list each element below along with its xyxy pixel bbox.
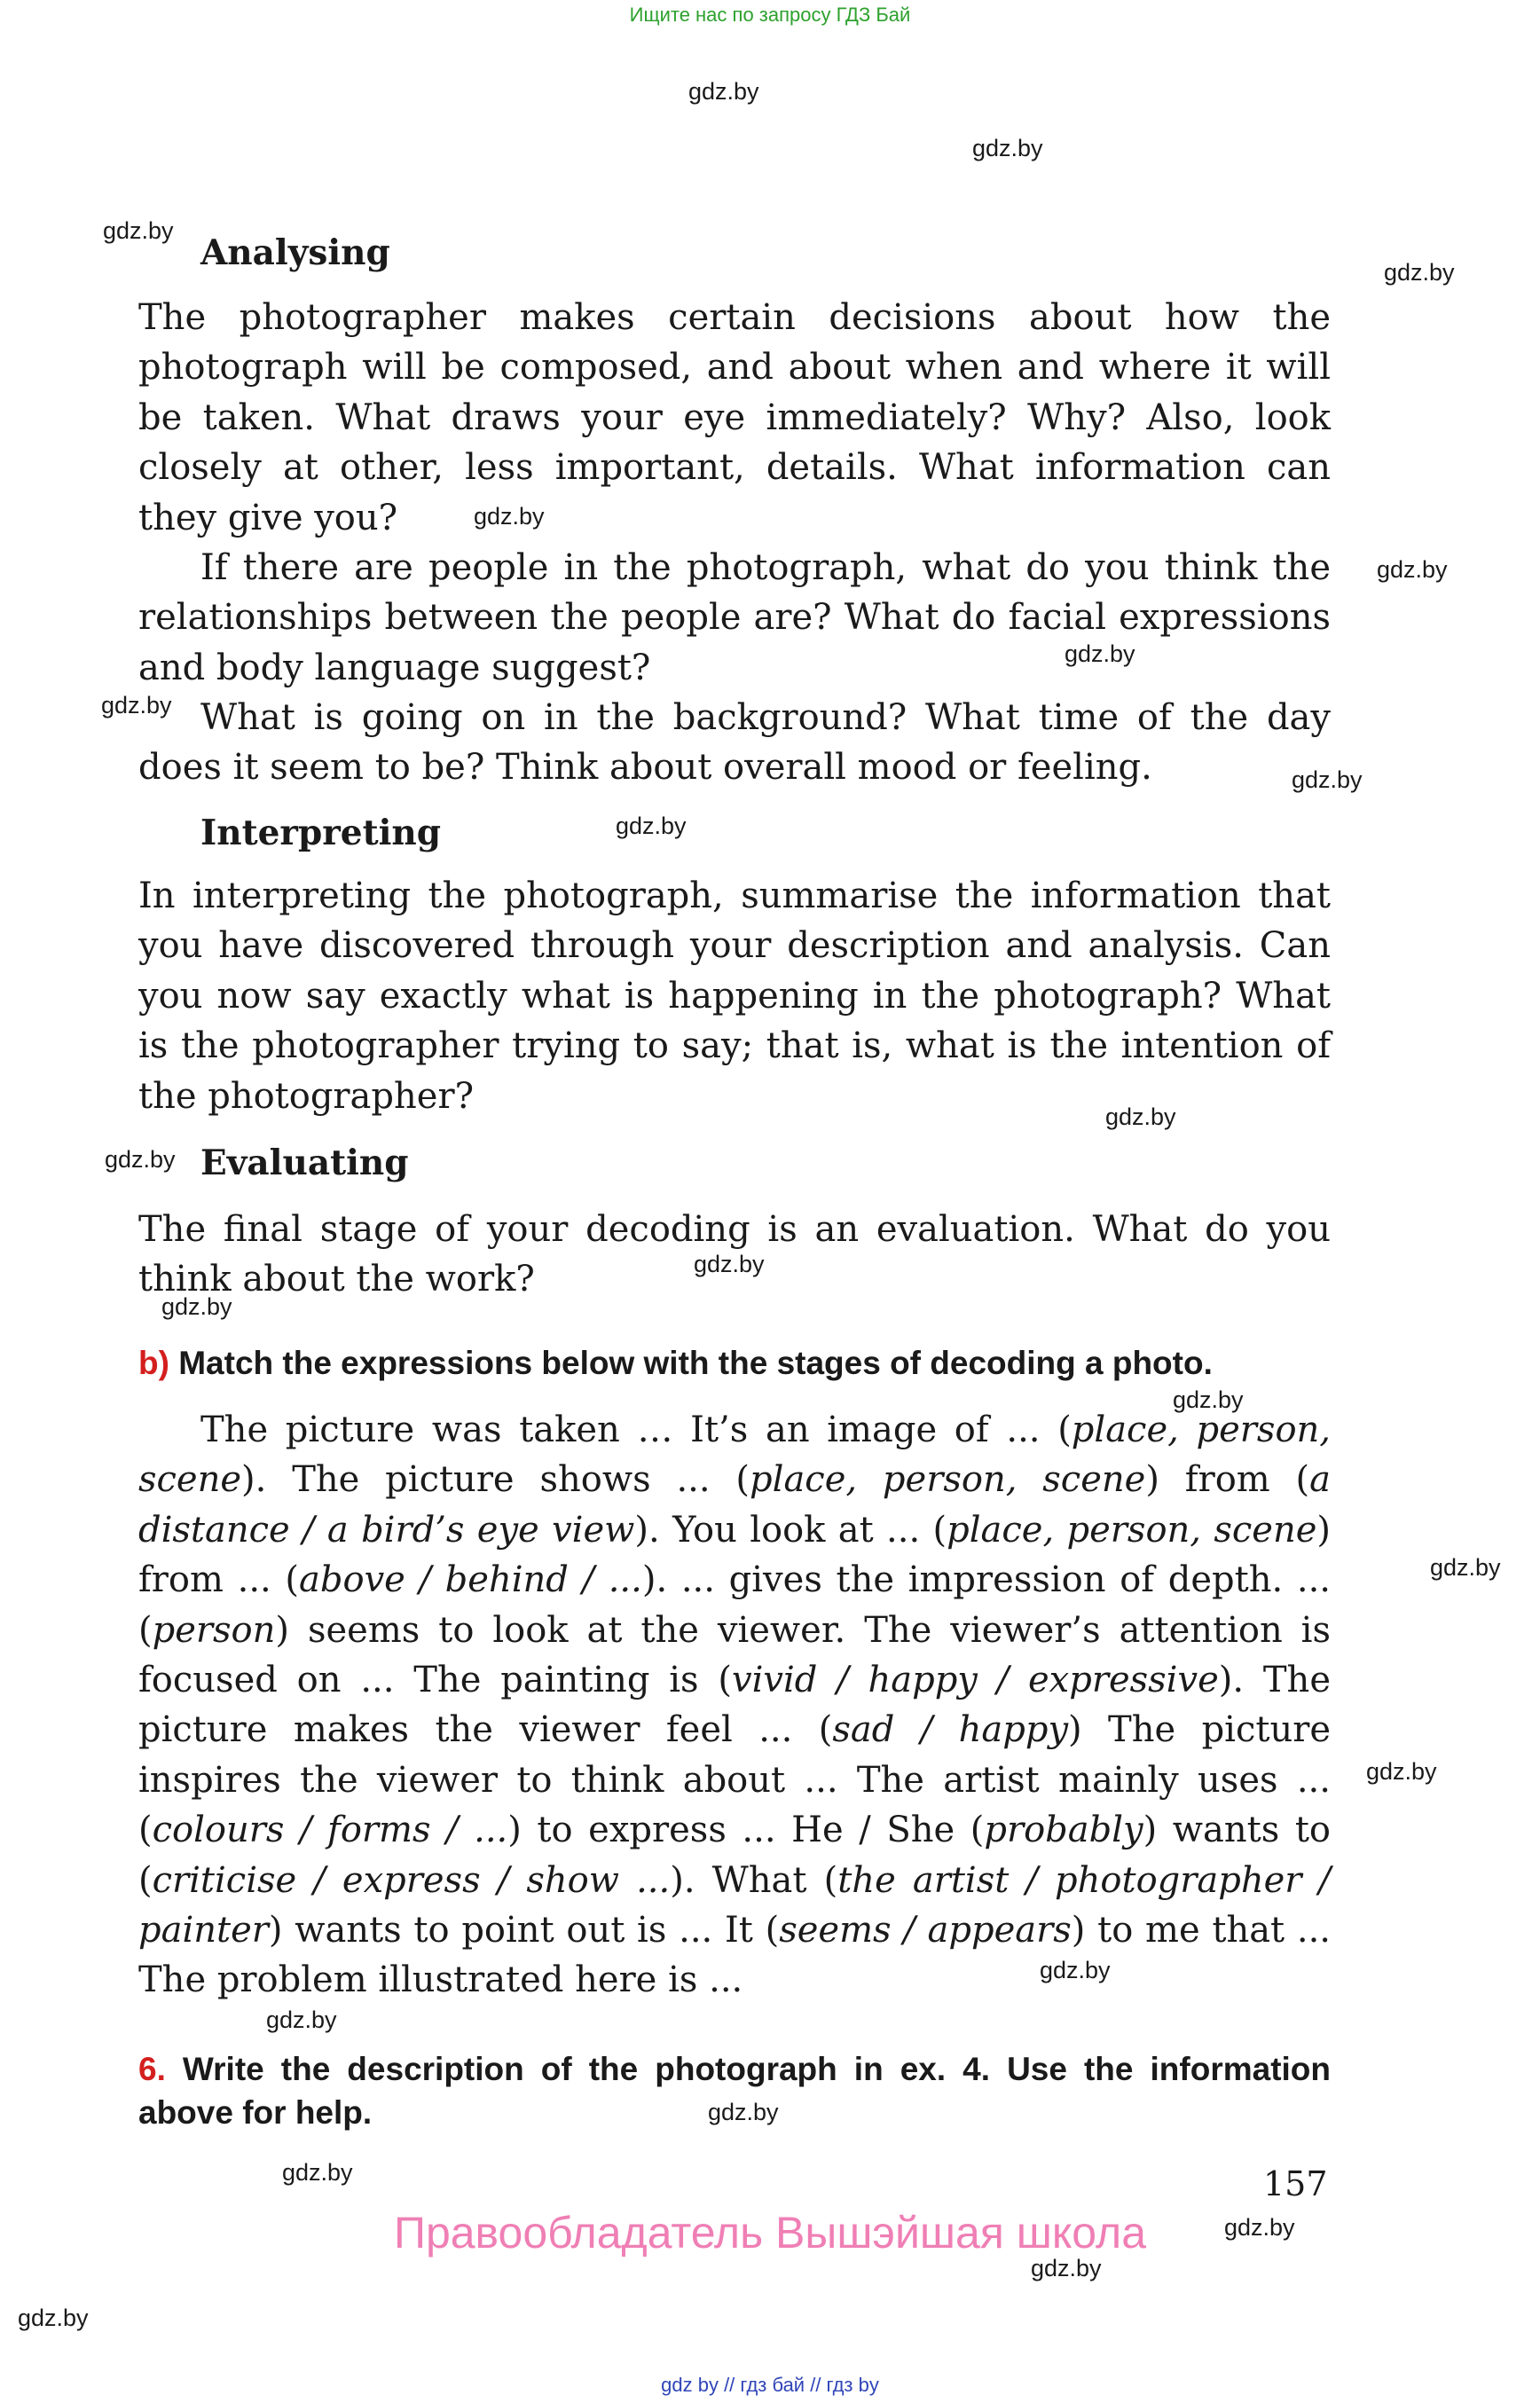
watermark: gdz.by (474, 503, 545, 530)
watermark: gdz.by (1292, 766, 1363, 793)
expr-italic: a distance / a bird’s eye view (138, 1459, 1332, 1551)
expr-text: ). The picture makes the viewer feel ... ( (138, 1660, 1331, 1751)
task-6 (138, 2047, 1331, 2134)
heading-evaluating: Evaluating (200, 1143, 409, 1183)
watermark: gdz.by (1105, 1103, 1176, 1130)
watermark: gdz.by (18, 2305, 89, 2331)
expr-italic: seems / appears (779, 1910, 1072, 1951)
page-number: 157 (1263, 2164, 1328, 2203)
watermark: gdz.by (694, 1251, 765, 1277)
expr-text: ). You look at ... ( (634, 1509, 947, 1551)
task-b (138, 1341, 1331, 1385)
watermark: gdz.by (1040, 1957, 1111, 1983)
expr-italic: place, person, scene (947, 1509, 1317, 1551)
expr-text: ) from ... ( (138, 1509, 1331, 1601)
watermark: gdz.by (282, 2159, 353, 2186)
task-b-text: Match the expressions below with the stages of decoding a photo. (178, 1345, 1213, 1381)
expr-italic: above / behind / ... (299, 1559, 642, 1601)
expr-italic: place, person, scene (750, 1459, 1146, 1501)
watermark: gdz.by (101, 692, 172, 719)
watermark: gdz.by (161, 1293, 232, 1320)
watermark: gdz.by (1224, 2214, 1295, 2241)
expr-text: ). What ( (670, 1859, 838, 1901)
heading-analysing: Analysing (200, 232, 390, 273)
expr-text: ). ... gives the impression of depth. ... ( (138, 1559, 1331, 1651)
paragraph-analysing-3: What is going on in the background? What time of the day does it seem to be? Think about overall mood or feeling. (138, 697, 1331, 789)
expr-text: ) from ( (1145, 1459, 1310, 1501)
watermark: gdz.by (708, 2099, 779, 2125)
expr-text: The picture was taken … It’s an image of ... ( (200, 1410, 1072, 1450)
watermark: gdz.by (105, 1146, 176, 1173)
paragraph-analysing-1: The photographer makes certain decisions about how the photograph will be composed, and about when and where it will be taken. What draws your eye immediately? Why? Also, look closely at other, less important, details. What information can they give you? (138, 297, 1331, 538)
expr-italic: probably (984, 1810, 1143, 1851)
top-banner[interactable]: Ищите нас по запросу ГДЗ Бай (629, 4, 911, 26)
paragraph-interpreting: In interpreting the photograph, summarise the information that you have discovered through your description and analysis. Can you now say exactly what is happening in the photograph? What is the photographer trying to say; that is, what is the intention of the photographer? (138, 876, 1331, 1117)
watermark: gdz.by (1173, 1386, 1244, 1413)
expr-italic: sad / happy (832, 1709, 1069, 1751)
task-b-label: b) (138, 1345, 169, 1381)
expr-text: ). The picture shows ... ( (241, 1459, 750, 1501)
watermark: gdz.by (266, 2006, 337, 2033)
expr-text: ) The picture inspires the viewer to think about ... The artist mainly uses ... ( (138, 1709, 1331, 1851)
task-6-number: 6. (138, 2051, 166, 2087)
heading-interpreting: Interpreting (200, 813, 442, 853)
watermark: gdz.by (1065, 640, 1135, 667)
expr-italic: colours / forms / ... (152, 1810, 508, 1851)
expr-italic: vivid / happy / expressive (732, 1660, 1219, 1701)
watermark: gdz.by (1031, 2255, 1102, 2281)
bottom-links[interactable]: gdz by // гдз бай // гдз by (661, 2374, 879, 2396)
expr-text: ) to me that ... The problem illustrated here is ... (138, 1910, 1332, 2001)
task-6-text: Write the description of the photograph in ex. 4. Use the information above for help. (138, 2051, 1331, 2131)
paragraph-evaluating: The final stage of your decoding is an evaluation. What do you think about the work? (138, 1209, 1331, 1300)
watermark: gdz.by (1366, 1758, 1437, 1785)
paragraph-analysing-2: If there are people in the photograph, what do you think the relationships between the people are? What do facial expressions and body language suggest? (138, 547, 1331, 688)
watermark: gdz.by (972, 135, 1043, 161)
watermark: gdz.by (1430, 1554, 1501, 1581)
watermark: gdz.by (688, 78, 759, 105)
watermark: gdz.by (1384, 259, 1455, 286)
expr-text: ) seems to look at the viewer. The viewer’s attention is focused on ... The painting is ( (138, 1609, 1331, 1701)
expressions-paragraph (138, 1405, 1331, 2006)
expr-italic: place, person, scene (138, 1410, 1331, 1501)
expr-text: ) wants to ( (138, 1810, 1331, 1901)
copyright-notice: Правообладатель Вышэйшая школа (394, 2208, 1146, 2258)
expr-text: ) to express ... He / She ( (507, 1810, 985, 1851)
expr-italic: person (152, 1609, 276, 1651)
expr-italic: criticise / express / show ... (152, 1859, 671, 1901)
watermark: gdz.by (103, 217, 174, 244)
expr-italic: the artist / photographer / painter (138, 1859, 1331, 1951)
expr-text: ) wants to point out is ... It ( (268, 1910, 780, 1951)
watermark: gdz.by (1377, 556, 1448, 583)
watermark: gdz.by (616, 813, 687, 839)
